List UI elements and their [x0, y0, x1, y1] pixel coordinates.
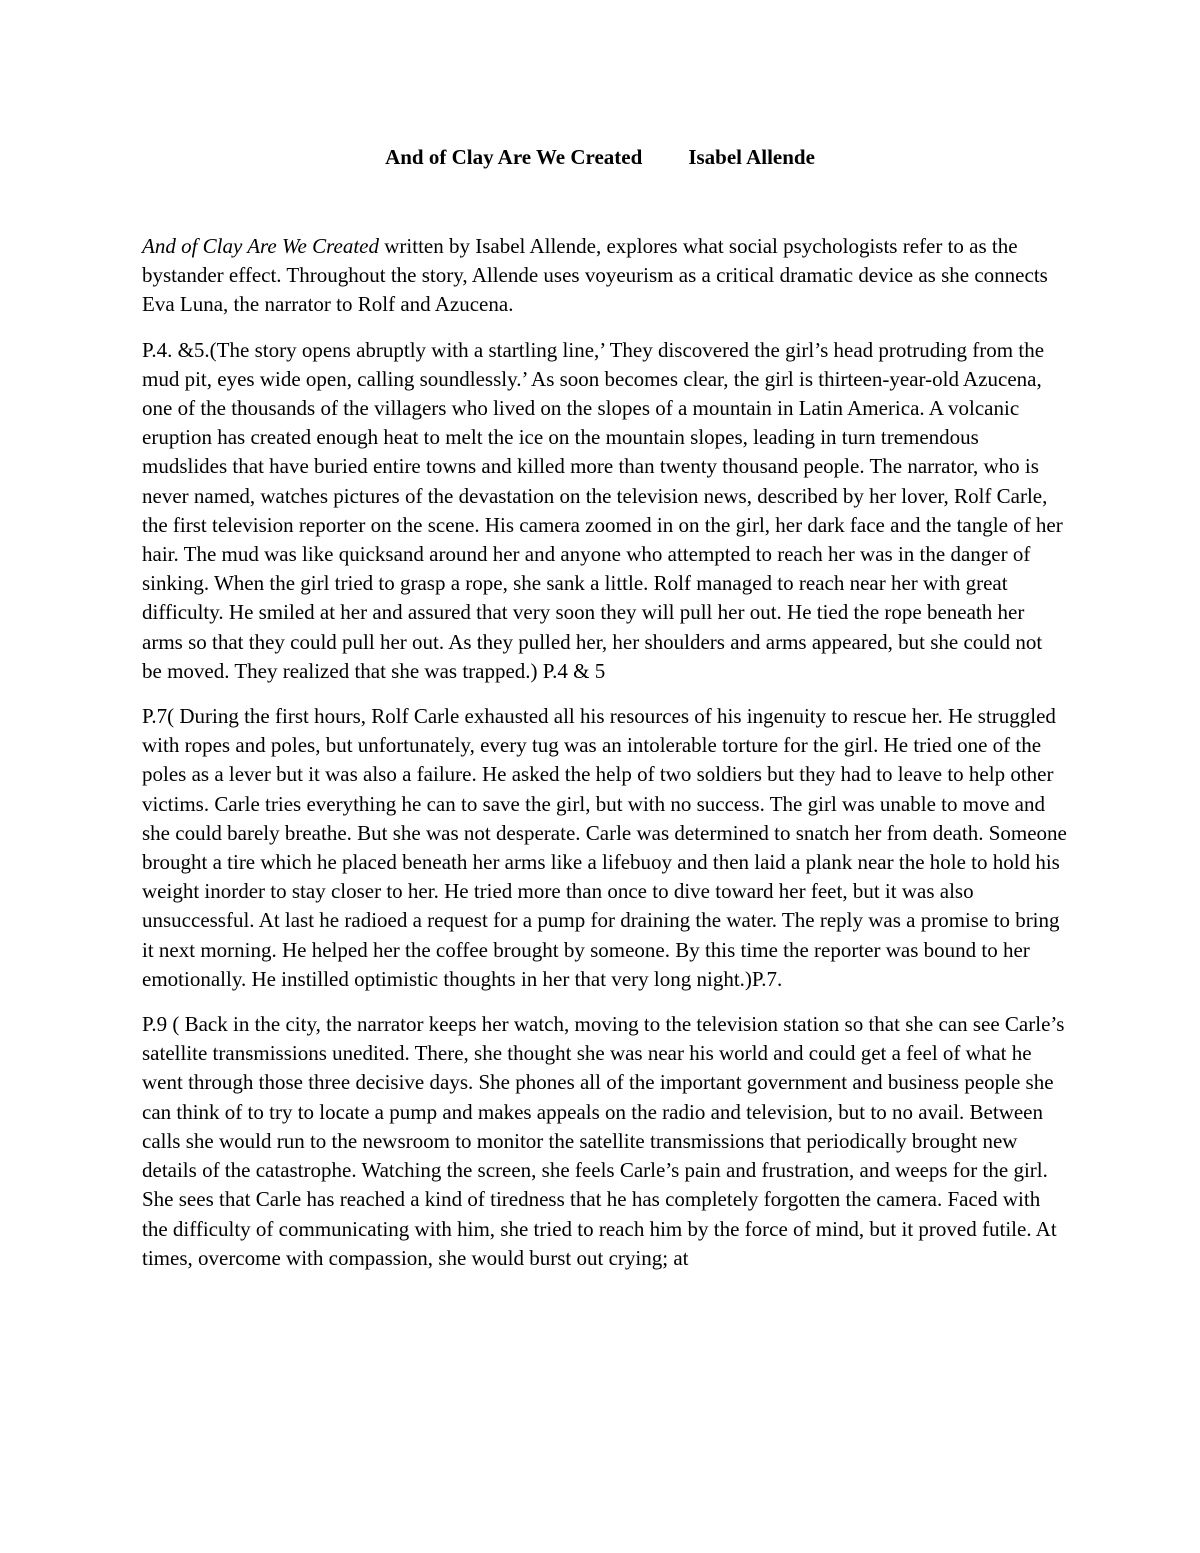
paragraph-p7: P.7( During the first hours, Rolf Carle exhausted all his resources of his ingenuity to rescue her. He struggled with ropes and poles, but unfortunately, every tug was an intolerable torture for the girl. He tried one of the poles as a lever but it was also a failure. He asked the help of two soldiers but they had to leave to help other victims. Carle tries everything he can to save the girl, but with no success. The girl was unable to move and she could barely breathe. But she was not desperate. Carle was determined to snatch her from death. Someone brought a tire which he placed beneath her arms like a lifebuoy and then laid a plank near the hole to hold his weight inorder to stay closer to her. He tried more than once to dive toward her feet, but it was also unsuccessful. At last he radioed a request for a pump for draining the water. The reply was a promise to bring it next morning. He helped her the coffee brought by someone. By this time the reporter was bound to her emotionally. He instilled optimistic thoughts in her that very long night.)P.7.: [142, 704, 1067, 991]
intro-paragraph: [142, 232, 1067, 320]
intro-text: written by Isabel Allende, explores what social psychologists refer to as the bystander effect. Throughout the story, Allende uses voyeurism as a critical dramatic device as she connects Eva Luna, the narrator to Rolf and Azucena.: [142, 234, 1048, 317]
paragraph-p9: P.9 ( Back in the city, the narrator keeps her watch, moving to the television station so that she can see Carle’s satellite transmissions unedited. There, she thought she was near his world and could get a feel of what he went through those three decisive days. She phones all of the important government and business people she can think of to try to locate a pump and makes appeals on the radio and television, but to no avail. Between calls she would run to the newsroom to monitor the satellite transmissions that periodically brought new details of the catastrophe. Watching the screen, she feels Carle’s pain and frustration, and weeps for the girl. She sees that Carle has reached a kind of tiredness that he has completely forgotten the camera. Faced with the difficulty of communicating with him, she tried to reach him by the force of mind, but it proved futile. At times, overcome with compassion, she would burst out crying; at: [142, 1012, 1065, 1270]
title-author: Isabel Allende: [688, 145, 815, 169]
intro-italic-title: And of Clay Are We Created: [142, 234, 379, 258]
paragraph-p4-5: P.4. &5.(The story opens abruptly with a startling line,’ They discovered the girl’s head protruding from the mud pit, eyes wide open, calling soundlessly.’ As soon becomes clear, the girl is thirteen-year-old Azucena, one of the thousands of the villagers who lived on the slopes of a mountain in Latin America. A volcanic eruption has created enough heat to melt the ice on the mountain slopes, leading in turn tremendous mudslides that have buried entire towns and killed more than twenty thousand people. The narrator, who is never named, watches pictures of the devastation on the television news, described by her lover, Rolf Carle, the first television reporter on the scene. His camera zoomed in on the girl, her dark face and the tangle of her hair. The mud was like quicksand around her and anyone who attempted to reach her was in the danger of sinking. When the girl tried to grasp a rope, she sank a little. Rolf managed to reach near her with great difficulty. He smiled at her and assured that very soon they will pull her out. He tied the rope beneath her arms so that they could pull her out. As they pulled her, her shoulders and arms appeared, but she could not be moved. They realized that she was trapped.) P.4 & 5: [142, 337, 1063, 683]
title-work: And of Clay Are We Created: [385, 145, 643, 169]
document-body: [142, 232, 1067, 1289]
document-title: [0, 143, 1200, 171]
